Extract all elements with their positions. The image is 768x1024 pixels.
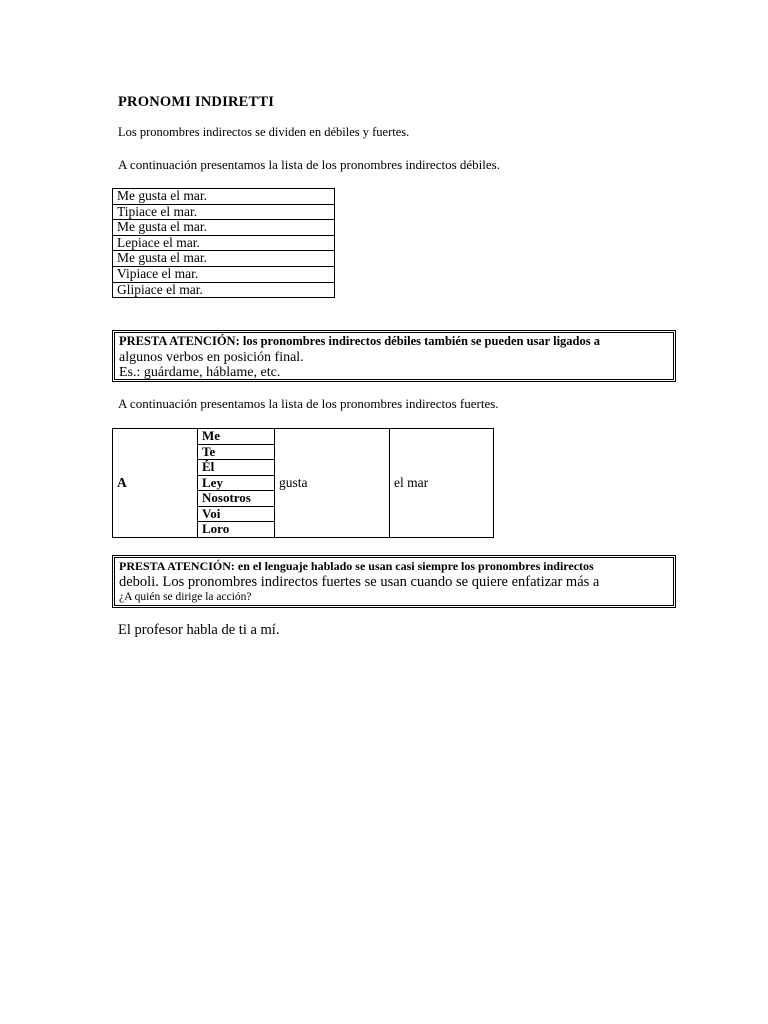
closing-example: El profesor habla de ti a mí. — [118, 622, 280, 638]
pronoun-item: Te — [198, 445, 274, 461]
table-cell: Me gusta el mar. — [113, 189, 335, 205]
weak-list-intro: A continuación presentamos la lista de los pronombres indirectos débiles. — [118, 157, 500, 172]
note-label: PRESTA ATENCIÓN: — [119, 334, 240, 348]
note-text: los pronombres indirectos débiles también se pueden usar ligados a — [239, 334, 600, 348]
object-cell: el mar — [390, 429, 494, 538]
note-label: PRESTA ATENCIÓN: — [119, 559, 235, 573]
table-cell: Vipiace el mar. — [113, 266, 335, 282]
table-row — [113, 266, 335, 282]
pronoun-item: Él — [198, 460, 274, 476]
pronoun-item: Ley — [198, 476, 274, 492]
pronoun-list-cell — [198, 429, 275, 538]
note-line: algunos verbos en posición final. — [119, 350, 304, 365]
attention-note-strong — [112, 555, 676, 608]
attention-note-weak — [112, 330, 676, 382]
table-row — [113, 235, 335, 251]
table-cell: Glipiace el mar. — [113, 282, 335, 298]
table-cell: Me gusta el mar. — [113, 251, 335, 267]
note-line: deboli. Los pronombres indirectos fuertes se usan cuando se quiere enfatizar más a — [119, 574, 600, 590]
note-example: Es.: guárdame, háblame, etc. — [119, 365, 281, 380]
strong-pronouns-table — [112, 428, 494, 538]
table-row — [113, 282, 335, 298]
note-line: ¿A quién se dirige la acción? — [119, 591, 252, 603]
table-row — [113, 251, 335, 267]
note-line — [119, 558, 669, 574]
strong-list-intro: A continuación presentamos la lista de los pronombres indirectos fuertes. — [118, 396, 499, 411]
table-cell: Me gusta el mar. — [113, 220, 335, 236]
table-row — [113, 220, 335, 236]
pronoun-item: Nosotros — [198, 491, 274, 507]
pronoun-item: Loro — [202, 521, 230, 536]
pronoun-item: Me — [198, 429, 274, 445]
verb-cell: gusta — [275, 429, 390, 538]
table-row — [113, 189, 335, 205]
intro-text: Los pronombres indirectos se dividen en débiles y fuertes. — [118, 125, 410, 139]
table-cell: Lepiace el mar. — [113, 235, 335, 251]
table-row — [113, 204, 335, 220]
table-cell: Tipiace el mar. — [113, 204, 335, 220]
preposition-cell: A — [113, 429, 198, 538]
table-row — [113, 429, 494, 538]
weak-pronouns-table — [112, 188, 335, 298]
note-line — [119, 333, 669, 350]
page-title: PRONOMI INDIRETTI — [118, 94, 275, 110]
note-text: en el lenguaje hablado se usan casi siempre los pronombres indirectos — [234, 559, 594, 573]
pronoun-item: Voi — [198, 507, 274, 523]
